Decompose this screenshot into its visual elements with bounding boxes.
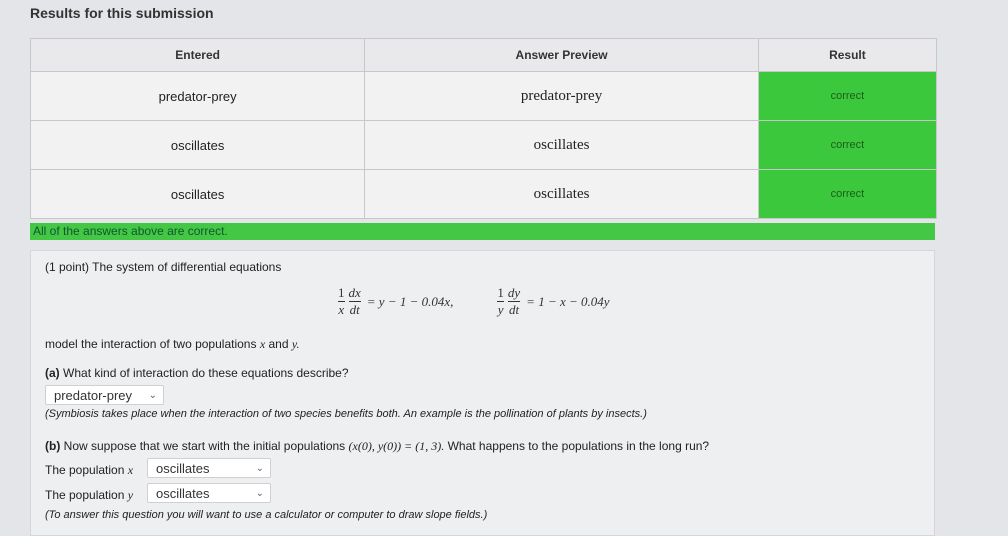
pop-y-label: The population y <box>45 488 134 502</box>
pop-x-select[interactable]: oscillates ⌄ <box>147 458 271 478</box>
part-a-select[interactable]: predator-prey ⌄ <box>45 385 164 405</box>
chevron-down-icon: ⌄ <box>255 463 264 474</box>
part-a-note: (Symbiosis takes place when the interaction of two species benefits both. An example is the pollination of plants by insects.) <box>45 408 647 420</box>
entered-cell: oscillates <box>31 170 365 219</box>
result-cell: correct <box>758 121 936 170</box>
entered-cell: oscillates <box>31 121 365 170</box>
header-result: Result <box>758 39 936 72</box>
results-table <box>30 38 937 219</box>
table-row <box>31 170 937 219</box>
result-cell: correct <box>758 170 936 219</box>
eq1-fraction-1: $\frac{1}{x}$ <box>338 285 345 317</box>
table-header-row <box>31 39 937 72</box>
part-a-question: (a) What kind of interaction do these equations describe? <box>45 366 349 380</box>
preview-cell: oscillates <box>365 170 759 219</box>
part-b-question: (b) Now suppose that we start with the initial populations (x(0), y(0)) = (1, 3). What happens to the populations in the long run? <box>45 439 710 453</box>
header-entered: Entered <box>31 39 365 72</box>
preview-cell: predator-prey <box>365 72 759 121</box>
eq1-fraction-2: $\frac{dx}{dt}$ <box>348 285 361 317</box>
eq2-fraction-2: $\frac{dy}{dt}$ <box>507 285 521 317</box>
eq1-rhs: = y − 1 − 0.04x, <box>366 293 454 309</box>
problem-intro: (1 point) The system of differential equations <box>45 260 282 274</box>
all-correct-banner: All of the answers above are correct. <box>30 223 935 240</box>
table-row <box>31 72 937 121</box>
chevron-down-icon: ⌄ <box>148 390 157 401</box>
pop-x-label: The population x <box>45 463 134 477</box>
chevron-down-icon: ⌄ <box>255 488 264 499</box>
preview-cell: oscillates <box>365 121 759 170</box>
results-heading: Results for this submission <box>30 5 214 21</box>
part-b-note: (To answer this question you will want to use a calculator or computer to draw slope fields.) <box>45 509 488 521</box>
entered-cell: predator-prey <box>31 72 365 121</box>
table-row <box>31 121 937 170</box>
result-cell: correct <box>758 72 936 121</box>
problem-panel <box>30 250 935 536</box>
model-text-line: model the interaction of two populations x and y. <box>45 337 300 351</box>
eq2-rhs: = 1 − x − 0.04y <box>526 293 610 309</box>
header-answer-preview: Answer Preview <box>365 39 759 72</box>
equations <box>336 286 610 317</box>
eq2-fraction-1: $\frac{1}{y}$ <box>497 285 504 317</box>
pop-y-select[interactable]: oscillates ⌄ <box>147 483 271 503</box>
